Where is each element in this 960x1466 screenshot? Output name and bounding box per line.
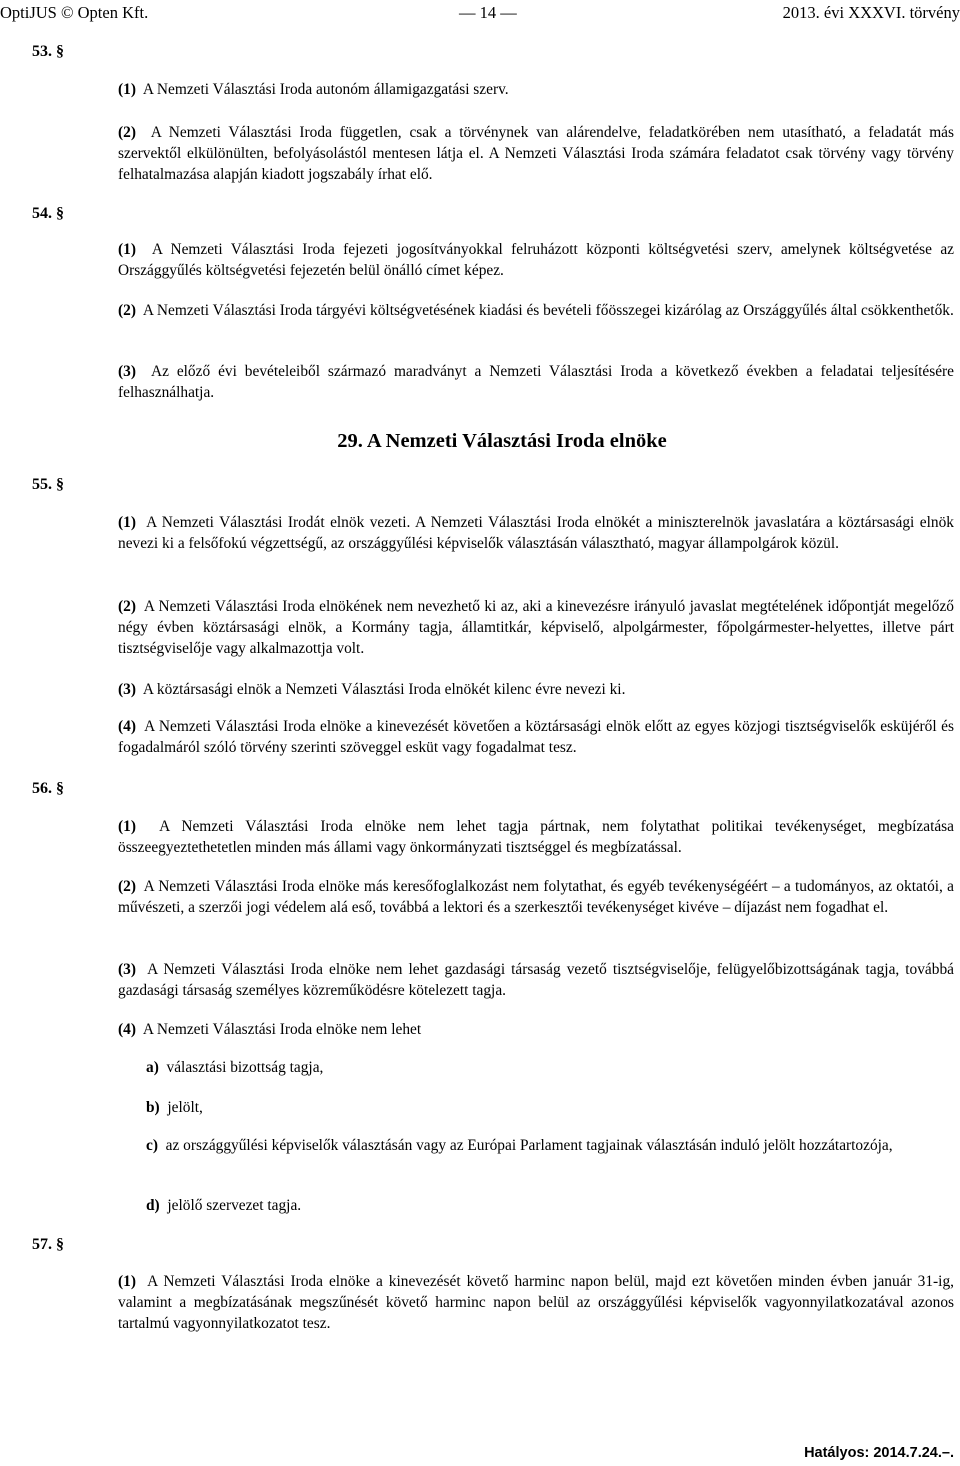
list-text: választási bizottság tagja,: [166, 1059, 324, 1076]
section-53-heading: 53. §: [32, 43, 64, 60]
list-text: jelölt,: [167, 1099, 203, 1116]
paragraph-number: (2): [118, 598, 136, 615]
paragraph-text: A Nemzeti Választási Iroda elnöke más keresőfoglalkozást nem folytathat, és egyéb tevékenységéért – a tudományos, az oktatói, a művészeti, a szerzői jogi védelem alá eső, továbbá a lektori és a szerkesztői tevékenységet kivéve – díjazást nem fogadhat el.: [118, 878, 954, 916]
paragraph-number: (1): [118, 818, 136, 835]
paragraph-56-4: [118, 1019, 954, 1040]
effective-date: Hatályos: 2014.7.24.–.: [804, 1445, 954, 1461]
paragraph-56-3: [118, 959, 954, 1001]
paragraph-number: (1): [118, 1273, 136, 1290]
paragraph-55-1: [118, 512, 954, 554]
paragraph-number: (4): [118, 718, 136, 735]
paragraph-56-2: [118, 876, 954, 918]
paragraph-number: (4): [118, 1021, 136, 1038]
paragraph-text: A Nemzeti Választási Iroda független, csak a törvénynek van alárendelve, feladatkörében nem utasítható, a feladatát más szervektől elkülönülten, befolyásolástól mentesen látja el. A Nemzeti Választási Iroda számára feladatot csak törvény vagy törvény felhatalmazása alapján kiadott jogszabály írhat elő.: [118, 124, 954, 183]
page-number: — 14 —: [459, 3, 517, 22]
paragraph-number: (3): [118, 961, 136, 978]
section-56-heading: 56. §: [32, 780, 64, 797]
paragraph-54-3: [118, 361, 954, 403]
paragraph-text: A Nemzeti Választási Iroda elnöke nem lehet: [142, 1021, 422, 1038]
paragraph-text: A köztársasági elnök a Nemzeti Választási Iroda elnökét kilenc évre nevezi ki.: [142, 681, 626, 698]
paragraph-53-1: [118, 79, 954, 100]
section-57-heading: 57. §: [32, 1236, 64, 1253]
section-55-heading: 55. §: [32, 476, 64, 493]
paragraph-text: A Nemzeti Választási Iroda fejezeti jogosítványokkal felruházott központi költségvetési szerv, amelynek költségvetése az Országgyűlés költségvetési fejezetén belül önálló címet képez.: [118, 241, 954, 279]
paragraph-53-2: [118, 122, 954, 185]
paragraph-number: (2): [118, 302, 136, 319]
paragraph-54-2: [118, 300, 954, 321]
paragraph-number: (2): [118, 124, 136, 141]
paragraph-text: A Nemzeti Választási Iroda elnöke a kinevezését követően a köztársasági elnök előtt az egyes közjogi tisztségviselők esküjéről és fogadalmáról szóló törvény szerinti szöveggel esküt vagy fogadalmat tesz.: [118, 718, 954, 756]
list-text: jelölő szervezet tagja.: [167, 1197, 302, 1214]
paragraph-text: A Nemzeti Választási Iroda elnöke nem lehet gazdasági társaság vezető tisztségviselője, felügyelőbizottságának tagja, továbbá gazdasági társaság személyes közreműködésre kötelezett tagja.: [118, 961, 954, 999]
paragraph-56-1: [118, 816, 954, 858]
paragraph-text: Az előző évi bevételeiből származó maradványt a Nemzeti Választási Iroda a következő években a feladatai teljesítésére felhasználhatja.: [118, 363, 954, 401]
list-item-b: [146, 1097, 954, 1118]
paragraph-text: A Nemzeti Választási Irodát elnök vezeti. A Nemzeti Választási Iroda elnökét a miniszterelnök javaslatára a köztársasági elnök nevezi ki a felsőfokú végzettségű, az országgyűlési képviselők választásán választható, magyar állampolgárok közül.: [118, 514, 954, 552]
paragraph-55-2: [118, 596, 954, 659]
publisher-label: OptiJUS © Opten Kft.: [0, 3, 149, 22]
page-header: [0, 0, 960, 24]
paragraph-text: A Nemzeti Választási Iroda tárgyévi költségvetésének kiadási és bevételi főösszegei kizárólag az Országgyűlés által csökkenthetők.: [142, 302, 954, 319]
paragraph-number: (1): [118, 514, 136, 531]
paragraph-text: A Nemzeti Választási Iroda elnökének nem nevezhető ki az, aki a kinevezésre irányuló javaslat megtételének időpontját megelőző négy évben köztársasági elnök, a Kormány tagja, államtitkár, képviselő, alpolgármester, főpolgármester-helyettes, illetve párt tisztségviselője vagy alkalmazottja volt.: [118, 598, 954, 657]
paragraph-text: A Nemzeti Választási Iroda elnöke a kinevezését követő harminc napon belül, majd ezt követően minden évben január 31-ig, valamint a megbízatásának megszűnését követő harminc napon belül az országgyűlési képviselők vagyonnyilatkozatával azonos tartalmú vagyonnyilatkozatot tesz.: [118, 1273, 954, 1332]
paragraph-number: (3): [118, 363, 136, 380]
list-letter: c): [146, 1137, 158, 1154]
paragraph-text: A Nemzeti Választási Iroda elnöke nem lehet tagja pártnak, nem folytathat politikai tevékenységet, megbízatása összeegyeztethetetlen minden más állami vagy önkormányzati tisztséggel és megbízatással.: [118, 818, 954, 856]
chapter-title: 29. A Nemzeti Választási Iroda elnöke: [337, 430, 667, 452]
paragraph-text: A Nemzeti Választási Iroda autonóm államigazgatási szerv.: [142, 81, 509, 98]
list-text: az országgyűlési képviselők választásán vagy az Európai Parlament tagjainak választásán induló jelölt hozzátartozója,: [165, 1137, 893, 1154]
list-item-a: [146, 1057, 954, 1078]
paragraph-number: (2): [118, 878, 136, 895]
list-item-d: [146, 1195, 954, 1216]
list-letter: a): [146, 1059, 159, 1076]
list-letter: d): [146, 1197, 160, 1214]
paragraph-55-3: [118, 679, 954, 700]
paragraph-55-4: [118, 716, 954, 758]
paragraph-57-1: [118, 1271, 954, 1334]
paragraph-54-1: [118, 239, 954, 281]
paragraph-number: (3): [118, 681, 136, 698]
section-54-heading: 54. §: [32, 205, 64, 222]
paragraph-number: (1): [118, 81, 136, 98]
paragraph-number: (1): [118, 241, 136, 258]
list-item-c: [146, 1135, 954, 1156]
law-title: 2013. évi XXXVI. törvény: [782, 3, 960, 22]
list-letter: b): [146, 1099, 160, 1116]
